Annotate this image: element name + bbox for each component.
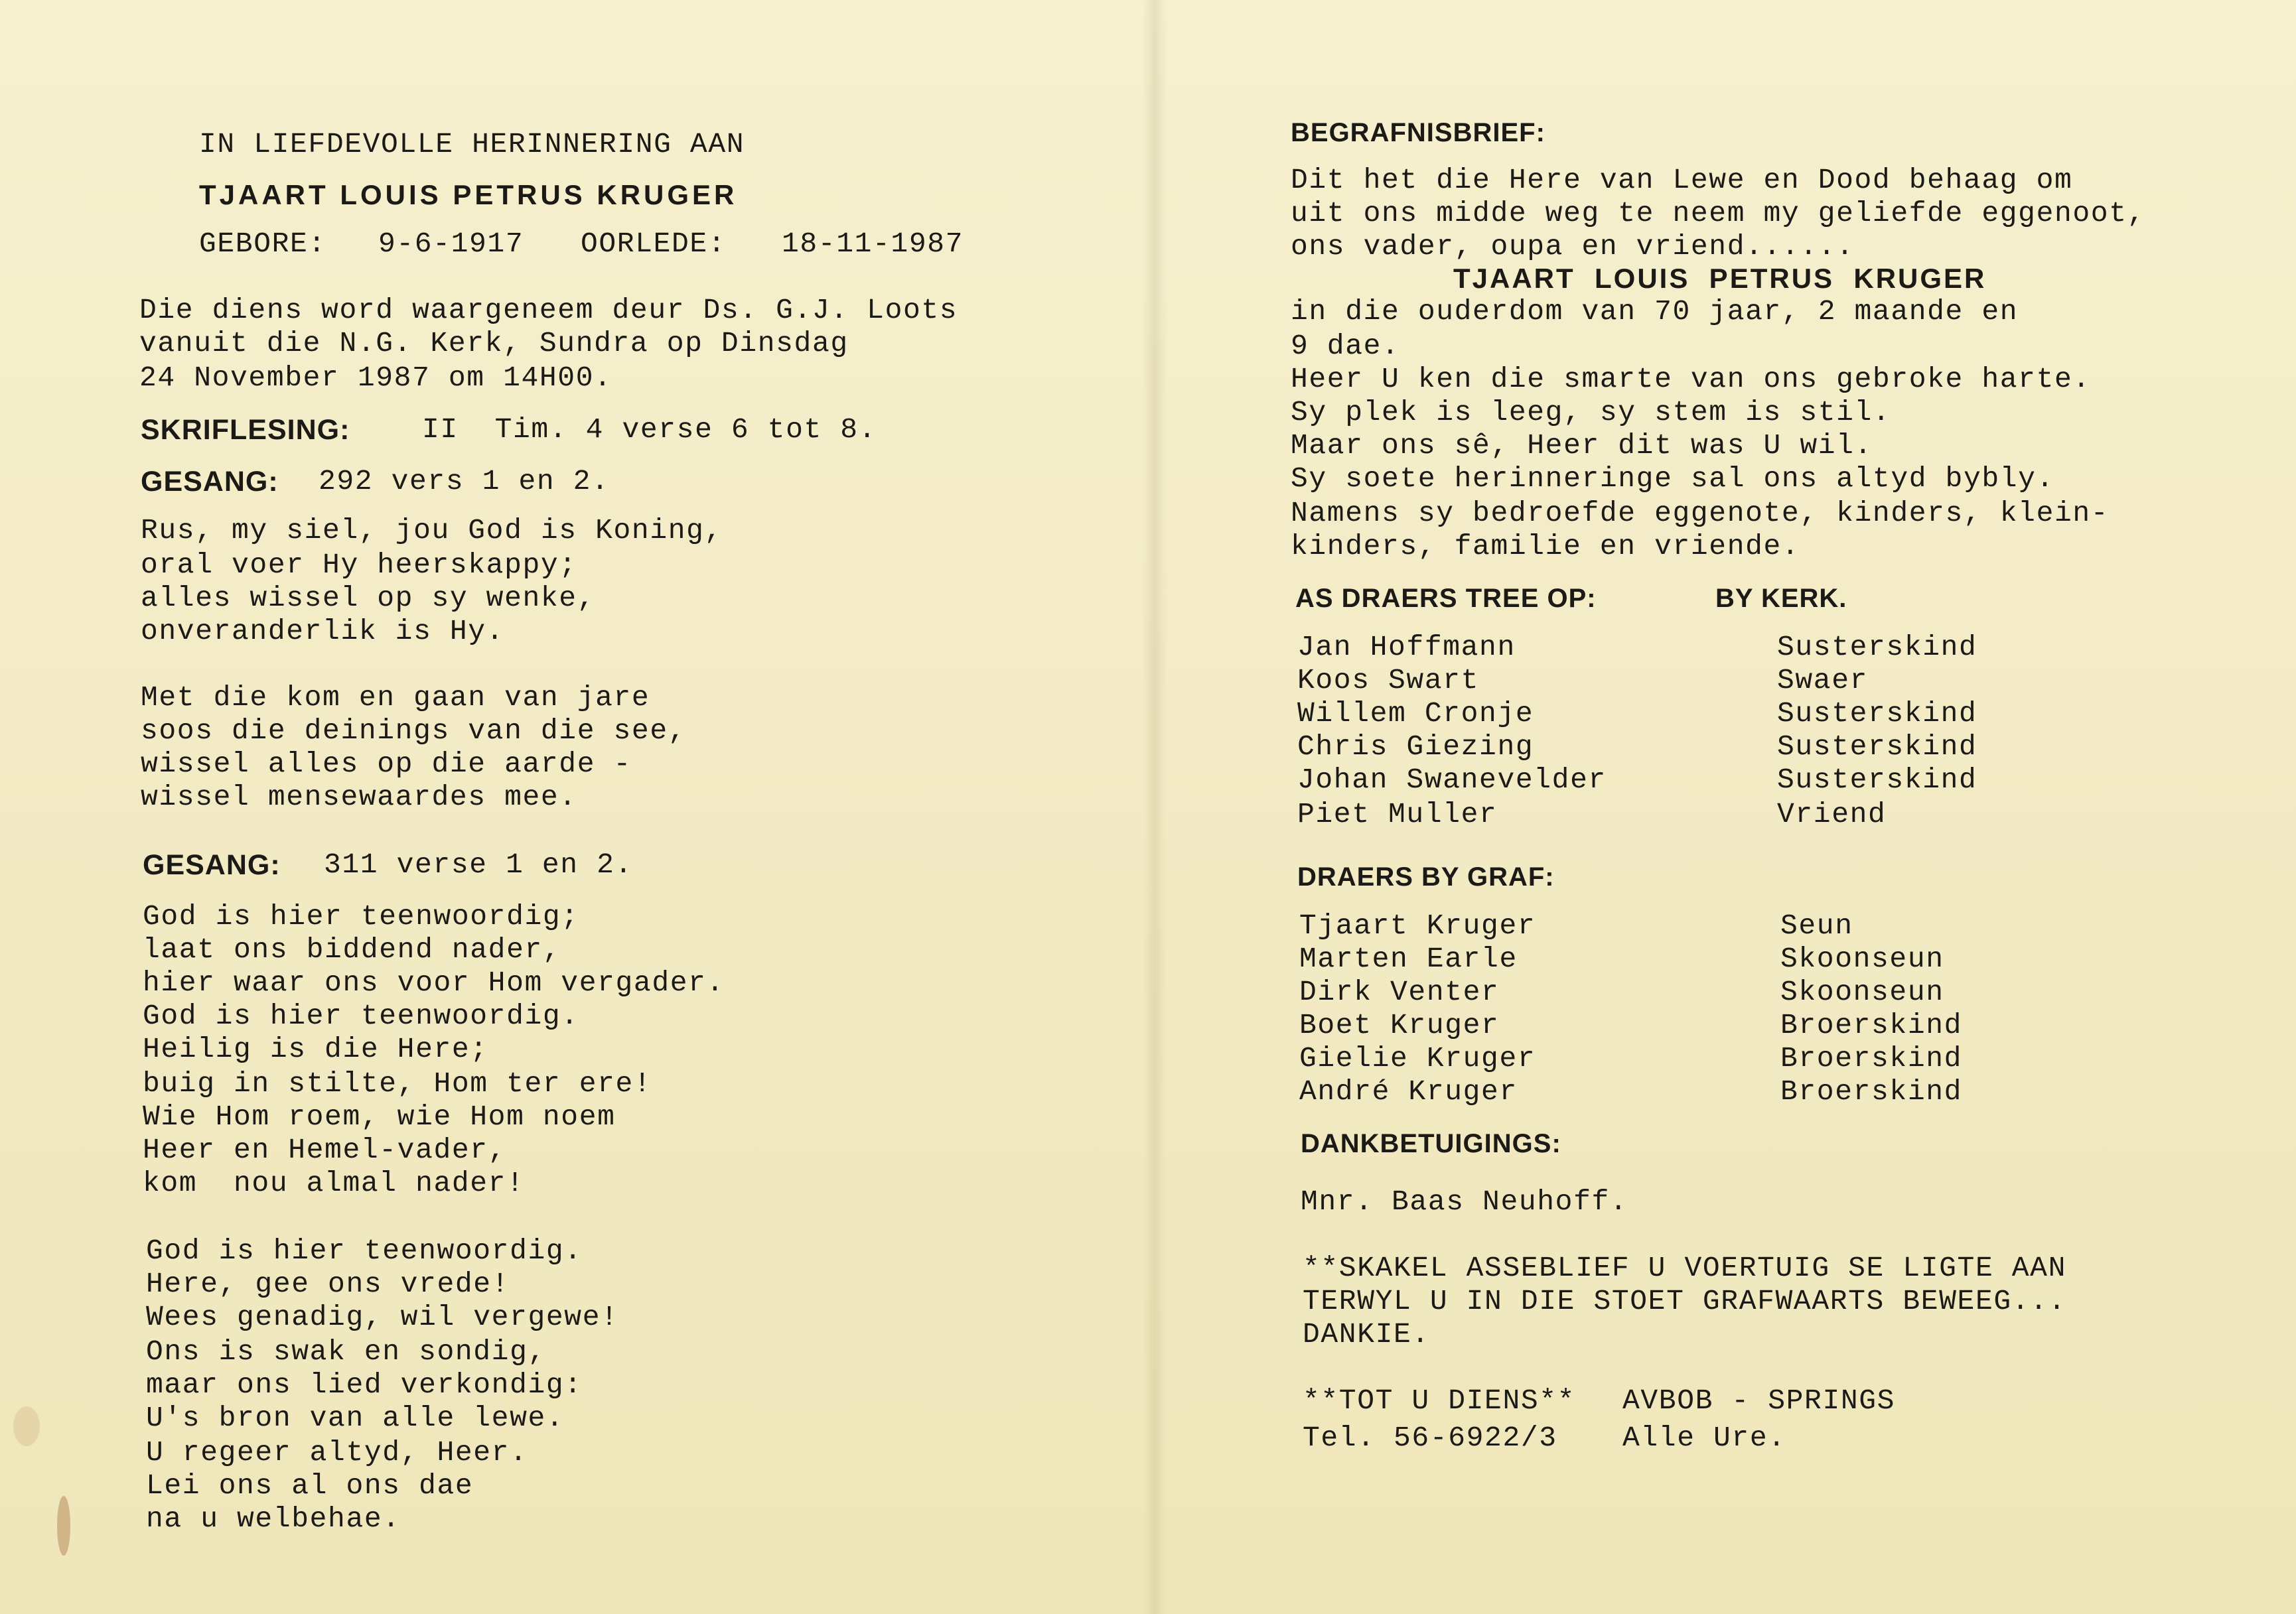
- service-line: vanuit die N.G. Kerk, Sundra op Dinsdag: [139, 327, 849, 360]
- grave-bearer-name: Marten Earle: [1299, 943, 1518, 975]
- reading-text: II Tim. 4 verse 6 tot 8.: [422, 413, 877, 446]
- hymn1-line: wissel alles op die aarde -: [141, 748, 632, 780]
- church-bearer-relation: Swaer: [1777, 664, 1869, 697]
- notice-line: kinders, familie en vriende.: [1291, 530, 1800, 563]
- hymn1-line: onveranderlik is Hy.: [141, 615, 505, 647]
- hymn2-line: Heer en Hemel-vader,: [143, 1134, 507, 1166]
- hymn2-line: Wees genadig, wil vergewe!: [146, 1301, 619, 1333]
- paper-stain: [57, 1496, 70, 1556]
- church-bearer-name: Piet Muller: [1297, 798, 1498, 831]
- church-bearer-name: Johan Swanevelder: [1297, 764, 1607, 796]
- grave-bearer-name: Boet Kruger: [1299, 1009, 1500, 1042]
- notice-line: Maar ons sê, Heer dit was U wil.: [1291, 429, 1873, 462]
- grave-bearer-name: Tjaart Kruger: [1299, 909, 1536, 942]
- hymn1-line: alles wissel op sy wenke,: [141, 582, 596, 614]
- hymn2-line: Here, gee ons vrede!: [146, 1268, 510, 1300]
- notice-line: uit ons midde weg te neem my geliefde eggenoot,: [1291, 197, 2145, 230]
- church-bearer-relation: Susterskind: [1777, 631, 1977, 663]
- notice-line: Namens sy bedroefde eggenote, kinders, klein-: [1291, 497, 2110, 529]
- hymn2-line: Lei ons al ons dae: [146, 1469, 474, 1502]
- grave-bearer-name: André Kruger: [1299, 1075, 1518, 1108]
- hymn2-line: na u welbehae.: [146, 1503, 401, 1535]
- notice-line: Sy soete herinneringe sal ons altyd bybly.: [1291, 462, 2054, 495]
- grave-bearer-relation: Skoonseun: [1780, 943, 1944, 975]
- hymn1-line: oral voer Hy heerskappy;: [141, 549, 577, 581]
- hymn2-line: God is hier teenwoordig;: [143, 900, 579, 933]
- hymn2-line: Ons is swak en sondig,: [146, 1335, 546, 1368]
- hymn2-line: Wie Hom roem, wie Hom noem: [143, 1101, 616, 1133]
- died-label: OORLEDE:: [581, 228, 727, 260]
- notice-line: 9 dae.: [1291, 330, 1400, 362]
- church-bearer-relation: Susterskind: [1777, 764, 1977, 796]
- church-bearer-relation: Susterskind: [1777, 697, 1977, 730]
- born-date: 9-6-1917: [378, 228, 524, 260]
- footer-company: AVBOB - SPRINGS: [1622, 1384, 1896, 1417]
- church-bearer-name: Koos Swart: [1297, 664, 1480, 697]
- church-bearer-name: Chris Giezing: [1297, 730, 1534, 763]
- notice-line: in die ouderdom van 70 jaar, 2 maande en: [1291, 295, 2019, 328]
- grave-bearer-name: Dirk Venter: [1299, 976, 1500, 1008]
- deceased-name: TJAART LOUIS PETRUS KRUGER: [199, 179, 738, 210]
- grave-bearer-relation: Skoonseun: [1780, 976, 1944, 1008]
- thanks-heading: DANKBETUIGINGS:: [1301, 1129, 1561, 1158]
- paper-stain: [13, 1406, 40, 1446]
- grave-bearer-name: Gielie Kruger: [1299, 1042, 1536, 1075]
- grave-bearer-relation: Broerskind: [1780, 1042, 1963, 1075]
- notice-heading: BEGRAFNISBRIEF:: [1291, 118, 1545, 147]
- notice-line: Heer U ken die smarte van ons gebroke harte.: [1291, 363, 2091, 395]
- grave-bearer-relation: Seun: [1780, 909, 1853, 942]
- church-bearer-name: Willem Cronje: [1297, 697, 1534, 730]
- request-line: TERWYL U IN DIE STOET GRAFWAARTS BEWEEG...: [1303, 1285, 2066, 1317]
- request-line: **SKAKEL ASSEBLIEF U VOERTUIG SE LIGTE AAN: [1303, 1252, 2066, 1284]
- reading-label: SKRIFLESING:: [141, 414, 350, 446]
- hymn1-line: soos die deinings van die see,: [141, 714, 687, 747]
- hymn2-ref: 311 verse 1 en 2.: [324, 848, 633, 881]
- notice-line: Dit het die Here van Lewe en Dood behaag om: [1291, 164, 2073, 196]
- church-bearers-heading: AS DRAERS TREE OP:: [1295, 584, 1597, 613]
- hymn2-line: laat ons biddend nader,: [143, 933, 561, 966]
- footer-service: **TOT U DIENS**: [1303, 1384, 1576, 1417]
- service-line: 24 November 1987 om 14H00.: [139, 362, 612, 394]
- notice-line: Sy plek is leeg, sy stem is stil.: [1291, 396, 1891, 429]
- hymn2-line: maar ons lied verkondig:: [146, 1369, 583, 1401]
- church-bearers-subheading: BY KERK.: [1715, 584, 1847, 613]
- grave-bearer-relation: Broerskind: [1780, 1009, 1963, 1042]
- page-fold: [1143, 0, 1167, 1614]
- died-date: 18-11-1987: [782, 228, 964, 260]
- hymn2-line: U's bron van alle lewe.: [146, 1402, 565, 1434]
- footer-hours: Alle Ure.: [1622, 1422, 1786, 1454]
- church-bearer-name: Jan Hoffmann: [1297, 631, 1516, 663]
- thanks-text: Mnr. Baas Neuhoff.: [1301, 1185, 1628, 1218]
- memorial-heading: IN LIEFDEVOLLE HERINNERING AAN: [199, 128, 745, 161]
- hymn1-ref: 292 vers 1 en 2.: [319, 465, 610, 498]
- hymn2-line: God is hier teenwoordig.: [143, 1000, 579, 1032]
- hymn2-line: Heilig is die Here;: [143, 1033, 488, 1065]
- service-line: Die diens word waargeneem deur Ds. G.J. Loots: [139, 294, 958, 326]
- church-bearer-relation: Vriend: [1777, 798, 1887, 831]
- notice-name: TJAART LOUIS PETRUS KRUGER: [1453, 263, 1987, 294]
- footer-phone: Tel. 56-6922/3: [1303, 1422, 1557, 1454]
- hymn2-line: God is hier teenwoordig.: [146, 1235, 583, 1267]
- hymn2-label: GESANG:: [143, 849, 281, 881]
- born-label: GEBORE:: [199, 228, 326, 260]
- hymn1-line: Met die kom en gaan van jare: [141, 681, 650, 714]
- church-bearer-relation: Susterskind: [1777, 730, 1977, 763]
- hymn1-line: wissel mensewaardes mee.: [141, 781, 577, 813]
- hymn2-line: U regeer altyd, Heer.: [146, 1436, 528, 1469]
- hymn1-line: Rus, my siel, jou God is Koning,: [141, 514, 723, 547]
- hymn2-line: kom nou almal nader!: [143, 1167, 525, 1199]
- grave-bearers-heading: DRAERS BY GRAF:: [1297, 862, 1555, 892]
- request-line: DANKIE.: [1303, 1318, 1430, 1351]
- grave-bearer-relation: Broerskind: [1780, 1075, 1963, 1108]
- hymn2-line: buig in stilte, Hom ter ere!: [143, 1067, 652, 1100]
- hymn1-label: GESANG:: [141, 466, 279, 498]
- hymn2-line: hier waar ons voor Hom vergader.: [143, 967, 725, 999]
- notice-line: ons vader, oupa en vriend......: [1291, 230, 1855, 263]
